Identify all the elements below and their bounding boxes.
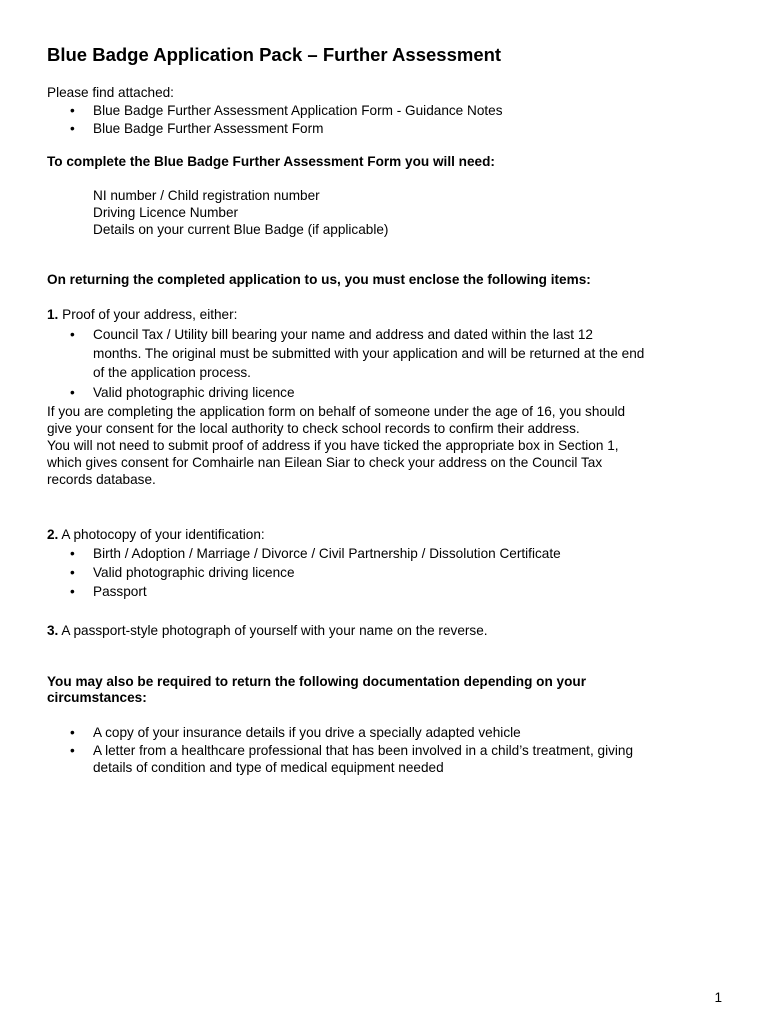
item-2-number: 2.: [47, 527, 59, 542]
also-heading-line: circumstances:: [47, 690, 147, 705]
need-item: Driving Licence Number: [93, 205, 239, 220]
item-1-note-line: You will not need to submit proof of address if you have ticked the appropriate box in Section 1,: [47, 438, 619, 453]
item-2-text: A photocopy of your identification:: [61, 527, 265, 542]
item-1-note-line: give your consent for the local authority to check school records to confirm their address.: [47, 421, 580, 436]
item-3-number: 3.: [47, 623, 59, 638]
item-3-text: A passport-style photograph of yourself with your name on the reverse.: [61, 623, 488, 638]
page-title: Blue Badge Application Pack – Further Assessment: [47, 44, 502, 65]
need-item: Details on your current Blue Badge (if applicable): [93, 222, 389, 237]
item-1: [47, 306, 237, 323]
item-1-text: Proof of your address, either:: [62, 307, 238, 322]
enclose-heading: On returning the completed application to us, you must enclose the following items:: [47, 272, 591, 287]
item-1-note-line: records database.: [47, 472, 156, 487]
item-2: [47, 526, 265, 543]
item-1-number: 1.: [47, 307, 59, 322]
also-heading-line: You may also be required to return the following documentation depending on your: [47, 674, 586, 689]
page-number: 1: [714, 990, 722, 1005]
item-3: [47, 622, 488, 639]
attached-intro: Please find attached:: [47, 85, 174, 100]
need-heading: To complete the Blue Badge Further Assessment Form you will need:: [47, 154, 495, 169]
item-1-note-line: which gives consent for Comhairle nan Eilean Siar to check your address on the Council Tax: [47, 455, 603, 470]
item-1-note-line: If you are completing the application form on behalf of someone under the age of 16, you should: [47, 404, 626, 419]
need-item: NI number / Child registration number: [93, 188, 320, 203]
